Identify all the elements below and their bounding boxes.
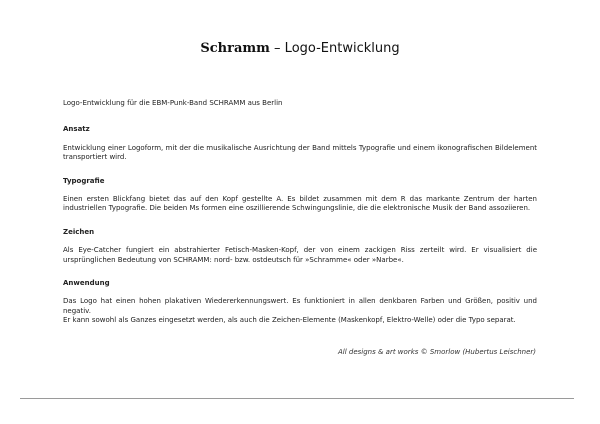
paragraph: Entwicklung einer Logoform, mit der die musikalische Ausrichtung der Band mittels Typografie und einem ikonografischen Bildelement transportiert wird. [63,143,537,162]
section-typografie [63,177,537,214]
footer-divider [20,398,574,399]
page-title-band-name: Schramm [200,41,270,56]
section-body-zeichen [63,246,537,265]
page-title [0,40,600,58]
article-content [63,99,537,340]
paragraph: Das Logo hat einen hohen plakativen Wiedererkennungswert. Es funktioniert in allen denkbaren Farben und Größen, positiv und negativ. [63,297,537,315]
section-heading-zeichen: Zeichen [63,227,95,236]
paragraph: Einen ersten Blickfang bietet das auf den Kopf gestellte A. Es bildet zusammen mit dem R das markante Zentrum der harten industriellen Typografie. Die beiden Ms formen eine oszillierende Schwingungslinie, die die elektronische Musik der Band assoziieren. [63,195,537,213]
section-heading-typografie: Typografie [63,176,105,185]
section-heading-ansatz: Ansatz [63,125,90,134]
paragraph: Als Eye-Catcher fungiert ein abstrahierter Fetisch-Masken-Kopf, der von einem zackigen Riss zerteilt wird. Er visualisiert die ursprünglichen Bedeutung von SCHRAMM: nord- bzw. ostdeutsch für »Schramme« oder »Narbe«. [63,246,537,264]
section-anwendung [63,279,537,326]
copyright-credits: All designs & art works © Smorlow (Hubertus Leischner) [337,348,536,356]
section-body-typografie [63,195,537,214]
section-zeichen [63,228,537,265]
section-body-anwendung [63,297,537,325]
paragraph: Er kann sowohl als Ganzes eingesetzt werden, als auch die Zeichen-Elemente (Maskenkopf, Elektro-Welle) oder die Typo separat. [63,316,516,325]
section-ansatz [63,125,537,162]
page-title-subtitle: – Logo-Entwicklung [269,41,400,56]
section-heading-anwendung: Anwendung [63,279,110,288]
intro-lead: Logo-Entwicklung für die EBM-Punk-Band SCHRAMM aus Berlin [63,99,283,107]
section-body-ansatz [63,144,537,163]
